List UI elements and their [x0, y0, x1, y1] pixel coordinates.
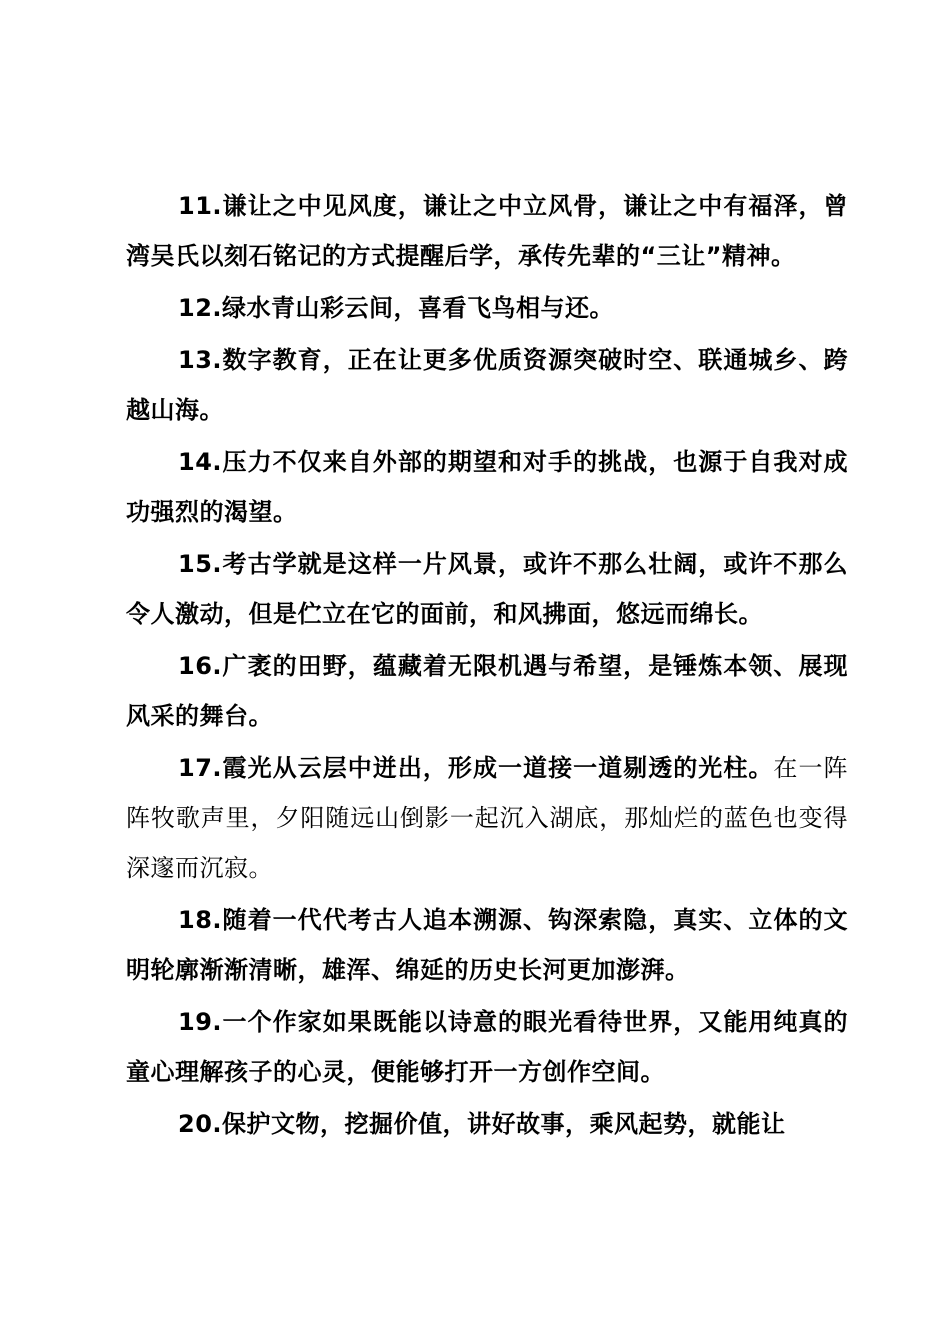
paragraph-15: [126, 539, 848, 639]
paragraph-text-bold: 14.压力不仅来自外部的期望和对手的挑战，也源于自我对成功强烈的渴望。: [126, 448, 848, 526]
paragraph-17: [126, 743, 848, 893]
paragraph-text-bold: 17.霞光从云层中迸出，形成一道接一道剔透的光柱。: [178, 754, 774, 782]
paragraph-text-bold: 16.广袤的田野，蕴藏着无限机遇与希望，是锤炼本领、展现风采的舞台。: [126, 652, 848, 730]
paragraph-text-normal: 在一阵阵牧歌声里，夕阳随远山倒影一起沉入湖底，那灿烂的蓝色也变得深邃而沉寂。: [126, 754, 849, 882]
paragraph-text-bold: 19.一个作家如果既能以诗意的眼光看待世界，又能用纯真的童心理解孩子的心灵，便能够打开一方创作空间。: [126, 1008, 848, 1086]
document-page: [126, 181, 848, 1151]
paragraph-13: [126, 335, 848, 435]
paragraph-text-bold: 20.保护文物，挖掘价值，讲好故事，乘风起势，就能让: [178, 1110, 786, 1138]
paragraph-18: [126, 895, 848, 995]
paragraph-11: [126, 181, 848, 281]
paragraph-text-bold: 13.数字教育，正在让更多优质资源突破时空、联通城乡、跨越山海。: [126, 346, 848, 424]
paragraph-19: [126, 997, 848, 1097]
paragraph-14: [126, 437, 848, 537]
paragraph-12: [126, 283, 848, 333]
paragraph-20: [126, 1099, 848, 1149]
paragraph-16: [126, 641, 848, 741]
paragraph-text-bold: 12.绿水青山彩云间，喜看飞鸟相与还。: [178, 294, 615, 322]
paragraph-text-bold: 11.谦让之中见风度，谦让之中立风骨，谦让之中有福泽，曾湾吴氏以刻石铭记的方式提醒后学，承传先辈的“三让”精神。: [126, 192, 848, 270]
paragraph-text-bold: 15.考古学就是这样一片风景，或许不那么壮阔，或许不那么令人激动，但是伫立在它的面前，和风拂面，悠远而绵长。: [126, 550, 848, 628]
paragraph-text-bold: 18.随着一代代考古人追本溯源、钩深索隐，真实、立体的文明轮廓渐渐清晰，雄浑、绵延的历史长河更加澎湃。: [126, 906, 848, 984]
